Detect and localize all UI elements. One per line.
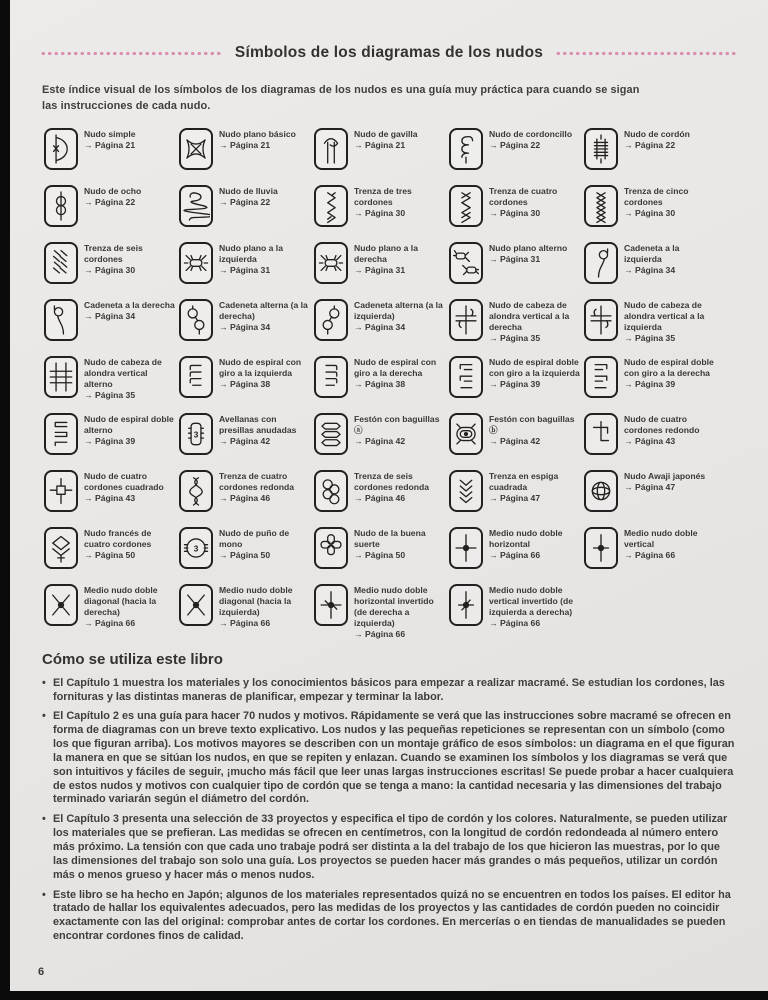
symbol-entry [44, 299, 179, 356]
symbol-page-ref: → Página 38 [354, 379, 406, 390]
symbol-page-ref: → Página 42 [219, 436, 271, 447]
page-header [40, 44, 738, 62]
symbol-page-ref: → Página 43 [84, 493, 136, 504]
chain-right-icon [44, 299, 78, 341]
symbol-label: Nudo de cabeza de alondra vertical a la derecha [489, 299, 570, 333]
symbol-entry [584, 470, 719, 527]
symbol-page-ref: → Página 66 [489, 618, 541, 629]
symbol-page-ref: → Página 47 [624, 481, 676, 492]
symbol-page-ref: → Página 50 [354, 550, 406, 561]
symbol-entry [584, 356, 719, 413]
symbol-entry [314, 356, 449, 413]
symbol-page-ref: → Página 43 [624, 436, 676, 447]
symbol-page-ref: → Página 50 [84, 550, 136, 561]
symbol-label: Nudo francés de cuatro cordones [84, 527, 152, 549]
symbol-page-ref: → Página 34 [624, 265, 676, 276]
flat-knot-right-icon [314, 242, 348, 284]
symbol-page-ref: → Página 66 [489, 550, 541, 561]
symbol-label: Nudo de cabeza de alondra vertical alterno [84, 356, 162, 390]
symbol-page-ref: → Página 35 [84, 390, 136, 401]
symbol-page-ref: → Página 42 [354, 436, 406, 447]
symbol-page-ref: → Página 39 [489, 379, 541, 390]
symbol-page-ref: → Página 22 [624, 139, 676, 150]
symbol-page-ref: → Página 47 [489, 493, 541, 504]
decorative-squiggle-left-icon [40, 51, 223, 56]
symbol-label: Nudo de espiral doble con giro a la izquierda [489, 356, 580, 378]
symbol-entry [449, 413, 584, 470]
symbol-label: Nudo de espiral doble alterno [84, 413, 174, 435]
double-spiral-right-icon [584, 356, 618, 398]
five-strand-braid-icon [584, 185, 618, 227]
symbol-entry [584, 128, 719, 185]
symbol-entry [179, 584, 314, 641]
symbol-page-ref: → Página 46 [219, 493, 271, 504]
how-to-bullet-3: • El Capítulo 3 presenta una selección de 33 proyectos y especifica el tipo de cordón y los colores. Naturalmente, se pueden utilizar los materiales que se prefieran. Las medidas se ofrecen en centímetros, con la longitud de cordón redondeada al número entero más próximo. La tensión con que cada uno trabaje podrá ser distinta a la del trabajo de los que hicieron las muestras, por lo que las dimensiones del trabajo son solo una guía. Los proyectos se pueden hacer más grandes o más pequeños, utilizar un cordón más o menos grueso y hacer más o menos nudos. [42, 813, 736, 882]
symbol-entry [44, 242, 179, 299]
symbol-page-ref: → Página 66 [624, 550, 676, 561]
symbol-index-grid [44, 128, 768, 641]
symbol-entry [44, 413, 179, 470]
symbol-page-ref: → Página 35 [489, 333, 541, 344]
symbol-label: Trenza de cuatro cordones redonda [219, 470, 294, 492]
symbol-label: Nudo de puño de mono [219, 527, 290, 549]
symbol-entry [314, 527, 449, 584]
symbol-entry [179, 185, 314, 242]
symbol-label: Trenza de cuatro cordones [489, 185, 558, 207]
chain-alternate-left-icon [314, 299, 348, 341]
how-to-bullet-list [42, 677, 736, 944]
spiral-right-icon [314, 356, 348, 398]
symbol-entry [44, 527, 179, 584]
symbol-label: Medio nudo doble diagonal (hacia la izquierda) [219, 584, 293, 618]
symbol-label: Nudo de cabeza de alondra vertical a la izquierda [624, 299, 705, 333]
gavilla-knot-icon [314, 128, 348, 170]
symbol-label: Nudo de gavilla [354, 128, 418, 139]
symbol-entry [449, 356, 584, 413]
symbol-entry [314, 470, 449, 527]
symbol-entry [44, 185, 179, 242]
symbol-entry [44, 584, 179, 641]
symbol-page-ref: → Página 34 [219, 322, 271, 333]
round-four-strand-icon [584, 413, 618, 455]
symbol-page-ref: → Página 42 [489, 436, 541, 447]
symbol-label: Nudo plano a la derecha [354, 242, 418, 264]
symbol-entry [314, 242, 449, 299]
symbol-entry [449, 299, 584, 356]
symbol-page-ref: → Página 31 [489, 253, 541, 264]
symbol-entry [449, 470, 584, 527]
square-four-strand-icon [44, 470, 78, 512]
lark-head-vertical-right-icon [449, 299, 483, 341]
symbol-page-ref: → Página 22 [489, 139, 541, 150]
symbol-entry [449, 527, 584, 584]
symbol-page-ref: → Página 31 [219, 265, 271, 276]
symbol-label: Nudo plano a la izquierda [219, 242, 283, 264]
flat-knot-left-icon [179, 242, 213, 284]
monkey-fist-icon [179, 527, 213, 569]
symbol-entry [584, 413, 719, 470]
lark-head-vertical-left-icon [584, 299, 618, 341]
symbol-entry [179, 470, 314, 527]
symbol-label: Festón con baguillas ⓐ [354, 413, 440, 435]
symbol-page-ref: → Página 38 [219, 379, 271, 390]
symbol-entry [449, 584, 584, 641]
symbol-page-ref: → Página 30 [84, 265, 136, 276]
half-hitch-vertical-inverted-icon [449, 584, 483, 626]
four-strand-braid-icon [449, 185, 483, 227]
how-to-bullet-1: • El Capítulo 1 muestra los materiales y los conocimientos básicos para empezar a realizar macramé. Se estudian los cordones, las fornituras y las distintas maneras de planificar, empezar y terminar la labor. [42, 677, 736, 705]
symbol-label: Trenza de seis cordones redonda [354, 470, 429, 492]
symbol-page-ref: → Página 21 [219, 139, 271, 150]
symbol-page-ref: → Página 30 [489, 208, 541, 219]
symbol-label: Nudo Awaji japonés [624, 470, 706, 481]
scallop-picot-b-icon [449, 413, 483, 455]
symbol-label: Cadeneta a la izquierda [624, 242, 680, 264]
basic-flat-knot-icon [179, 128, 213, 170]
symbol-entry [584, 299, 719, 356]
page-title: Símbolos de los diagramas de los nudos [234, 44, 544, 61]
half-hitch-horizontal-inverted-icon [314, 584, 348, 626]
three-strand-braid-icon [314, 185, 348, 227]
double-spiral-left-icon [449, 356, 483, 398]
chain-alternate-right-icon [179, 299, 213, 341]
symbol-label: Trenza de tres cordones [354, 185, 412, 207]
symbol-label: Nudo de cordón [624, 128, 690, 139]
french-four-strand-icon [44, 527, 78, 569]
half-hitch-vertical-icon [584, 527, 618, 569]
svg-text:3: 3 [193, 430, 199, 440]
symbol-page-ref: → Página 22 [219, 196, 271, 207]
symbol-page-ref: → Página 46 [354, 493, 406, 504]
intro-paragraph: Este índice visual de los símbolos de los diagramas de los nudos es una guía muy práctica para cuando se sigan las instrucciones de cada nudo. [42, 84, 640, 113]
symbol-entry [179, 299, 314, 356]
good-luck-knot-icon [314, 527, 348, 569]
symbol-entry [314, 584, 449, 641]
symbol-entry [44, 356, 179, 413]
symbol-label: Medio nudo doble vertical invertido (de izquierda a derecha) [489, 584, 574, 618]
symbol-entry [449, 185, 584, 242]
rain-knot-icon [179, 185, 213, 227]
symbol-page-ref: → Página 50 [219, 550, 271, 561]
symbol-page-ref: → Página 35 [624, 333, 676, 344]
symbol-entry [179, 413, 314, 470]
round-braid-four-icon [179, 470, 213, 512]
symbol-label: Trenza de seis cordones [84, 242, 143, 264]
symbol-label: Nudo plano alterno [489, 242, 568, 253]
how-to-bullet-4: • Este libro se ha hecho en Japón; algunos de los materiales representados quizá no se encuentren en todos los países. El editor ha tratado de hallar los equivalentes adecuados, pero las medidas de los proyectos y las cantidades de cordón pueden no coincidir exactamente con las del original: comprobar antes de cortar los cordones. En mercerías o en tiendas de manualidades se pueden encontrar cordones finos de calidad. [42, 889, 736, 944]
symbol-entry [314, 299, 449, 356]
simple-knot-icon [44, 128, 78, 170]
symbol-entry [314, 128, 449, 185]
decorative-squiggle-right-icon [555, 51, 738, 56]
symbol-entry [449, 128, 584, 185]
symbol-page-ref: → Página 66 [84, 618, 136, 629]
chain-left-icon [584, 242, 618, 284]
symbol-label: Medio nudo doble vertical [624, 527, 698, 549]
symbol-label: Nudo de ocho [84, 185, 142, 196]
figure-eight-knot-icon [44, 185, 78, 227]
symbol-label: Nudo de espiral doble con giro a la derecha [624, 356, 714, 378]
symbol-label: Cadeneta alterna (a la izquierda) [354, 299, 443, 321]
symbol-page-ref: → Página 66 [219, 618, 271, 629]
symbol-label: Nudo de cuatro cordones redondo [624, 413, 700, 435]
symbol-label: Medio nudo doble horizontal [489, 527, 563, 549]
symbol-label: Medio nudo doble horizontal invertido (de derecha a izquierda) [354, 584, 434, 629]
symbol-label: Nudo plano básico [219, 128, 296, 139]
symbol-label: Cadeneta alterna (a la derecha) [219, 299, 308, 321]
symbol-page-ref: → Página 39 [624, 379, 676, 390]
symbol-page-ref: → Página 39 [84, 436, 136, 447]
symbol-entry [179, 128, 314, 185]
symbol-entry [584, 242, 719, 299]
symbol-entry [314, 413, 449, 470]
symbol-label: Nudo de espiral con giro a la derecha [354, 356, 437, 378]
page-number: 6 [38, 966, 45, 978]
double-spiral-alternate-icon [44, 413, 78, 455]
lark-head-vertical-alternate-icon [44, 356, 78, 398]
symbol-page-ref: → Página 30 [624, 208, 676, 219]
symbol-label: Trenza en espiga cuadrada [489, 470, 559, 492]
symbol-label: Avellanas con presillas anudadas [219, 413, 297, 435]
scallop-picot-a-icon [314, 413, 348, 455]
symbol-entry [584, 185, 719, 242]
symbol-entry [44, 470, 179, 527]
how-to-bullet-2: • El Capítulo 2 es una guía para hacer 70 nudos y motivos. Rápidamente se verá que las instrucciones sobre macramé se ofrecen en forma de diagramas con un breve texto explicativo. Los nudos y las pequeñas repeticiones se representan con un símbolo (como los que figuran arriba). Los motivos mayores se describen con un montaje gráfico de esos símbolos: un diagrama en el que figuran la manera en que se sitúan los nudos, en que se repiten y enlazan. Cuando se examinen los símbolos y los diagramas se verá que son intuitivos y fáciles de seguir, ¡mucho más fácil que leer unas largas instrucciones escritas! Se puede probar a hacer cualquiera de estos nudos y motivos con cualquier tipo de cordón que se tenga a mano: la cantidad necesaria y las dimensiones del trabajo terminado variarán según el diámetro del cordón. [42, 710, 736, 807]
flat-knot-alternate-icon [449, 242, 483, 284]
cordon-knot-icon [584, 128, 618, 170]
cordoncillo-knot-icon [449, 128, 483, 170]
symbol-page-ref: → Página 30 [354, 208, 406, 219]
symbol-label: Medio nudo doble diagonal (hacia la derecha) [84, 584, 158, 618]
symbol-entry [179, 356, 314, 413]
symbol-label: Nudo de cuatro cordones cuadrado [84, 470, 164, 492]
symbol-label: Trenza de cinco cordones [624, 185, 689, 207]
symbol-label: Nudo de la buena suerte [354, 527, 426, 549]
symbol-page-ref: → Página 22 [84, 196, 136, 207]
symbol-entry [179, 242, 314, 299]
section-heading: Cómo se utiliza este libro [42, 650, 223, 668]
half-hitch-diagonal-left-icon [179, 584, 213, 626]
svg-text:3: 3 [193, 544, 199, 554]
berry-picot-icon [179, 413, 213, 455]
half-hitch-diagonal-right-icon [44, 584, 78, 626]
symbol-entry [314, 185, 449, 242]
symbol-entry [179, 527, 314, 584]
symbol-label: Cadeneta a la derecha [84, 299, 175, 310]
half-hitch-horizontal-icon [449, 527, 483, 569]
symbol-page-ref: → Página 31 [354, 265, 406, 276]
spiral-left-icon [179, 356, 213, 398]
symbol-label: Nudo simple [84, 128, 136, 139]
symbol-page-ref: → Página 34 [84, 310, 136, 321]
symbol-page-ref: → Página 66 [354, 629, 406, 640]
symbol-label: Nudo de cordoncillo [489, 128, 573, 139]
symbol-label: Nudo de espiral con giro a la izquierda [219, 356, 302, 378]
symbol-entry [44, 128, 179, 185]
symbol-entry [584, 527, 719, 584]
symbol-label: Nudo de lluvia [219, 185, 278, 196]
awaji-knot-icon [584, 470, 618, 512]
symbol-page-ref: → Página 21 [354, 139, 406, 150]
square-herringbone-braid-icon [449, 470, 483, 512]
symbol-page-ref: → Página 21 [84, 139, 136, 150]
six-strand-braid-icon [44, 242, 78, 284]
symbol-label: Festón con baguillas ⓑ [489, 413, 575, 435]
symbol-page-ref: → Página 34 [354, 322, 406, 333]
symbol-entry [449, 242, 584, 299]
round-braid-six-icon [314, 470, 348, 512]
book-page [10, 0, 768, 991]
